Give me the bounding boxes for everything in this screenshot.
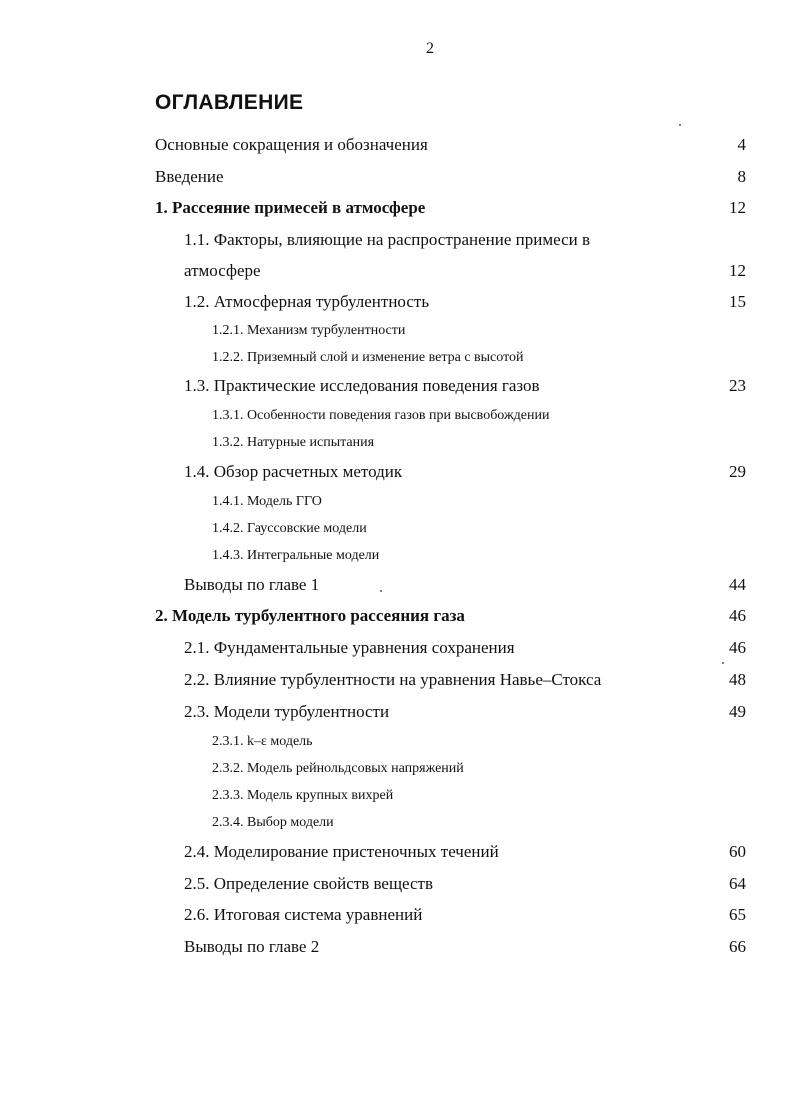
scan-speck [722, 662, 724, 664]
toc-entry[interactable]: 2.4. Моделирование пристеночных течений [184, 842, 499, 861]
toc-page-number: 65 [729, 905, 746, 924]
toc-page-number: 4 [737, 135, 746, 154]
toc-subentry[interactable]: 1.2.2. Приземный слой и изменение ветра с высотой [212, 350, 524, 365]
toc-page-number: 48 [729, 670, 746, 689]
toc-page-number: 29 [729, 462, 746, 481]
toc-subentry[interactable]: 2.3.3. Модель крупных вихрей [212, 788, 394, 803]
toc-subentry[interactable]: 2.3.1. k–ε модель [212, 734, 313, 749]
page-title: ОГЛАВЛЕНИЕ [155, 91, 304, 114]
toc-page-number: 49 [729, 702, 746, 721]
toc-entry[interactable]: 1.4. Обзор расчетных методик [184, 462, 403, 481]
toc-entry[interactable]: Выводы по главе 2 [184, 937, 320, 956]
toc-subentry[interactable]: 1.3.1. Особенности поведения газов при высвобождении [212, 408, 550, 423]
toc-page-number: 15 [729, 292, 746, 311]
toc-subentry[interactable]: 2.3.2. Модель рейнольдсовых напряжений [212, 761, 464, 776]
toc-page-number: 8 [737, 167, 746, 186]
toc-page-number: 60 [729, 842, 746, 861]
scan-speck [679, 124, 681, 126]
toc-entry[interactable]: 2.2. Влияние турбулентности на уравнения Навье–Стокса [184, 670, 602, 689]
toc-entry[interactable]: 2.1. Фундаментальные уравнения сохранения [184, 638, 515, 657]
toc-entry[interactable]: 1.3. Практические исследования поведения газов [184, 376, 540, 395]
toc-entry[interactable]: 2.6. Итоговая система уравнений [184, 905, 423, 924]
toc-page-number: 64 [729, 874, 746, 893]
toc-page-number: 46 [729, 638, 746, 657]
toc-page-number: 44 [729, 575, 746, 594]
toc-page-number: 66 [729, 937, 746, 956]
toc-subentry[interactable]: 1.3.2. Натурные испытания [212, 435, 375, 450]
toc-page-number: 46 [729, 606, 746, 625]
toc-subentry[interactable]: 1.4.1. Модель ГГО [212, 494, 322, 509]
toc-entry[interactable]: 2.5. Определение свойств веществ [184, 874, 433, 893]
scan-speck [380, 590, 382, 592]
toc-entry-continuation[interactable]: атмосфере [184, 261, 261, 280]
toc-page-number: 12 [729, 198, 746, 217]
toc-subentry[interactable]: 1.4.2. Гауссовские модели [212, 521, 367, 536]
toc-subentry[interactable]: 1.4.3. Интегральные модели [212, 548, 380, 563]
toc-entry[interactable]: Основные сокращения и обозначения [155, 135, 428, 154]
toc-entry[interactable]: 1.2. Атмосферная турбулентность [184, 292, 430, 311]
toc-chapter-2[interactable]: 2. Модель турбулентного рассеяния газа [155, 606, 465, 625]
toc-page-number: 23 [729, 376, 746, 395]
toc-entry[interactable]: 1.1. Факторы, влияющие на распространение примеси в [184, 230, 590, 249]
toc-chapter-1[interactable]: 1. Рассеяние примесей в атмосфере [155, 198, 426, 217]
toc-subentry[interactable]: 1.2.1. Механизм турбулентности [212, 323, 406, 338]
toc-entry[interactable]: Введение [155, 167, 224, 186]
toc-page-number: 12 [729, 261, 746, 280]
page-number: 2 [426, 40, 434, 57]
toc-subentry[interactable]: 2.3.4. Выбор модели [212, 815, 334, 830]
toc-entry[interactable]: Выводы по главе 1 [184, 575, 320, 594]
toc-entry[interactable]: 2.3. Модели турбулентности [184, 702, 390, 721]
